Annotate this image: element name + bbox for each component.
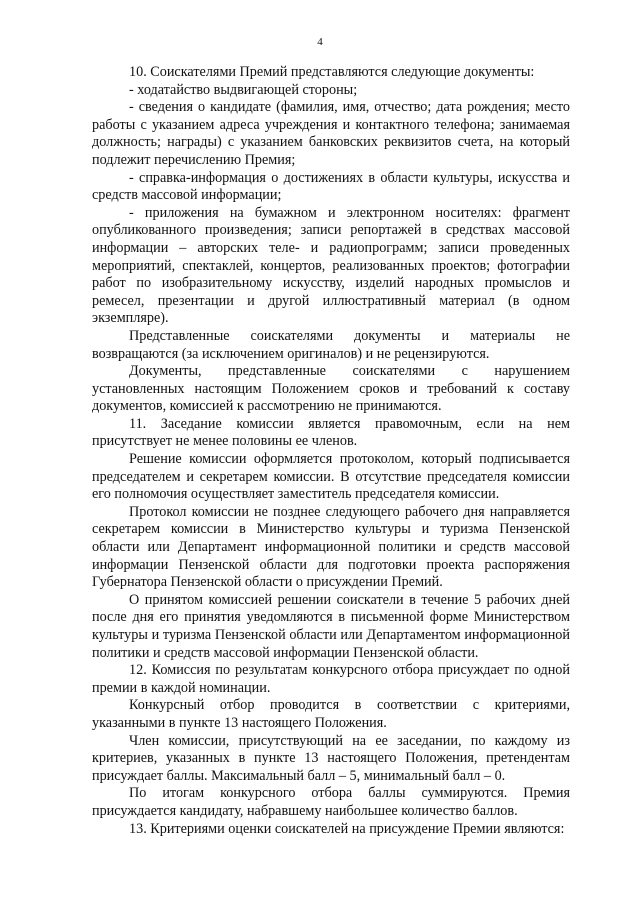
page-number: 4 bbox=[317, 36, 323, 48]
paragraph-protocol-sending: Протокол комиссии не позднее следующего рабочего дня направляется секретарем комиссии в Министерство культуры и туризма Пензенской области или Департамент информационной политики и средств массовой информации Пензенской области для подготовки проекта распоряжения Губернатора Пензенской области о присуждении Премий. bbox=[92, 503, 570, 591]
paragraph-13-criteria: 13. Критериями оценки соискателей на присуждение Премии являются: bbox=[129, 820, 565, 837]
list-item-achievements: - справка-информация о достижениях в области культуры, искусства и средств массовой информации; bbox=[92, 169, 570, 204]
paragraph-notification: О принятом комиссией решении соискатели в течение 5 рабочих дней после дня его принятия уведомляются в письменной форме Министерством культуры и туризма Пензенской области или Департаментом информационной политики и средств массовой информации Пензенской области. bbox=[92, 591, 570, 661]
paragraph-not-returned: Представленные соискателями документы и материалы не возвращаются (за исключением оригиналов) и не рецензируются. bbox=[92, 327, 570, 362]
paragraph-10-intro: 10. Соискателями Премий представляются следующие документы: bbox=[129, 64, 535, 80]
paragraph-summing: По итогам конкурсного отбора баллы суммируются. Премия присуждается кандидату, набравшему наибольшее количество баллов. bbox=[92, 785, 570, 819]
document-body bbox=[92, 64, 570, 838]
list-item-candidate-info: - сведения о кандидате (фамилия, имя, отчество; дата рождения; место работы с указанием адреса учреждения и контактного телефона; занимаемая должность; награды) с указанием банковских реквизитов счета, на который подлежит перечислению Премия; bbox=[92, 99, 570, 168]
paragraph-12-awarding: 12. Комиссия по результатам конкурсного отбора присуждает по одной премии в каждой номинации. bbox=[92, 662, 570, 696]
list-item-attachments: - приложения на бумажном и электронном носителях: фрагмент опубликованного произведения; записи репортажей в средствах массовой информации – авторских теле- и радиопрограмм; записи проведенных мероприятий, спектаклей, концертов, реализованных проектов; фотографии работ по изобразительному искусству, изделий народных промыслов и ремесел, презентации и другой иллюстративный материал (в одном экземпляре). bbox=[92, 204, 570, 327]
paragraph-selection-criteria: Конкурсный отбор проводится в соответствии с критериями, указанными в пункте 13 настоящего Положения. bbox=[92, 697, 570, 731]
paragraph-not-accepted: Документы, представленные соискателями с нарушением установленных настоящим Положением сроков и требований к составу документов, комиссией к рассмотрению не принимаются. bbox=[92, 363, 570, 415]
list-item-petition: - ходатайство выдвигающей стороны; bbox=[129, 81, 358, 98]
paragraph-11-quorum: 11. Заседание комиссии является правомочным, если на нем присутствует не менее половины ее членов. bbox=[92, 415, 570, 450]
paragraph-scoring: Член комиссии, присутствующий на ее заседании, по каждому из критериев, указанных в пункте 13 настоящего Положения, претендентам присуждает баллы. Максимальный балл – 5, минимальный балл – 0. bbox=[92, 732, 570, 784]
paragraph-decision-protocol: Решение комиссии оформляется протоколом, который подписывается председателем и секретарем комиссии. В отсутствие председателя комиссии его полномочия осуществляет заместитель председателя комиссии. bbox=[92, 451, 570, 503]
